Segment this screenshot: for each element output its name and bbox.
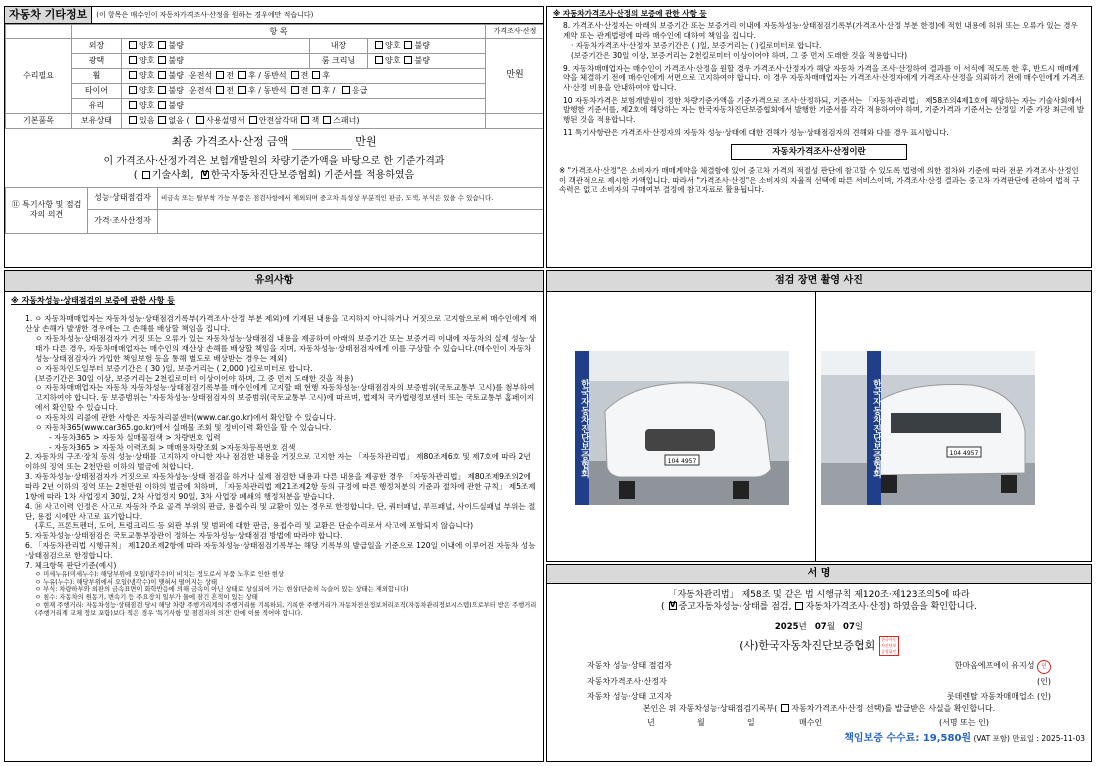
notes-header: 유의사항: [5, 271, 543, 292]
price-box-text: ※ "가격조사·산정"은 소비자가 매매계약을 체결함에 있어 중고차 가격의 적절성 판단에 참고할 수 있도록 법령에 의한 절차와 기준에 따라 전문 가격조사·산정인이 객관적으로 제시한 가액입니다. 따라서 "가격조사·산정"은 소비자의 자율적 선택에 따른 서비스이며, 가격조사·산정 결과는 중고차 가격판단에 관하여 법적 구속력은 없고 소비자의 구매여부 결정에 참고자료로 활용됩니다.: [559, 166, 1080, 194]
opt-bad: 불량: [414, 41, 430, 50]
opt-bad: 불량: [168, 56, 184, 65]
opt-good: 양호: [139, 56, 155, 65]
opt-rear: 후: [247, 86, 256, 95]
repair-table: 항 목 가격조사·산정 수리필요 외장 양호 불량 내장 양호 불량 만원 광택 양호 불량 룸 크리닝 양호 불량 휠 양호 불량 운전석 전 후 / 동반석 전 후 타이어 양호 불량 운전석 전 후 / 동반석 전 후 / 응급 유리 양호 불량 기본품목 보유상태 있음 없음 ( 사용설명서 안전삼각대 잭 스패너): [5, 24, 544, 129]
opt-jack: 잭: [311, 116, 320, 125]
price-opinion-field[interactable]: [158, 209, 544, 233]
price-item-8: 8. 가격조사·산정자는 아래의 보증기간 또는 보증거리 이내에 자동차성능·상태점검기록부(가격조사·산정 부분 한정)에 적힌 내용에 허위 또는 오류가 있는 경우 계약 또는 관계법령에 따라 매수인에 대하여 책임을 집니다.: [563, 21, 1078, 40]
buyer-label: 매수인: [799, 718, 823, 728]
price-box-title: 자동차가격조사·산정이란: [731, 144, 907, 161]
sign-year: 2025: [774, 621, 799, 632]
special-label: ⑪ 특기사항 및 점검자의 의견: [6, 187, 88, 233]
used-car-check-checkbox[interactable]: [669, 602, 677, 610]
cleaning-bad-checkbox[interactable]: [404, 56, 412, 64]
criteria-2: ㅇ 누유(누수): 해당부위에서 오일(냉각수)이 맺혀서 떨어지는 상태: [35, 578, 218, 586]
opt-none: 없음: [168, 116, 184, 125]
tire-emergency-checkbox[interactable]: [342, 86, 350, 94]
perf-text: 비금속 또는 탈부착 가능 부품은 점검사항에서 제외되며 중고차 특성상 부분적인 판금, 도색, 부식은 있을 수 있습니다.: [158, 187, 544, 209]
row-room-cleaning: 룸 크리닝: [310, 54, 368, 69]
row-tire: 타이어: [72, 84, 122, 99]
opt-front: 전: [300, 86, 309, 95]
expiry-date: 만료일 : 2025-11-03: [1012, 734, 1085, 744]
inspector-label: 자동차 성능·상태 점검자: [587, 661, 672, 671]
note-5: 5. 자동차성능·상태점검은 국토교통부장관이 정하는 자동차성능·상태점검 방법에 따라야 합니다.: [25, 531, 343, 541]
opt-bad: 불량: [168, 86, 184, 95]
line2a: (: [661, 602, 665, 613]
spanner-checkbox[interactable]: [323, 116, 331, 124]
plate-text-1: 104 4957: [667, 458, 697, 465]
tire-driver-front-checkbox[interactable]: [216, 86, 224, 94]
note-1h: - 자동차365 > 자동차 실매물검색 > 차량번호 입력: [49, 432, 221, 442]
kada-banner-right: 한국자동차진단보증협회: [867, 351, 881, 505]
technician-society-checkbox[interactable]: [142, 171, 150, 179]
year-unit: 년: [798, 621, 807, 632]
note-7: 7. 체크항목 판단기준(예시): [25, 560, 117, 570]
none-checkbox[interactable]: [158, 116, 166, 124]
opt-spanner: 스패너: [333, 116, 357, 125]
col-item: 항 목: [72, 25, 486, 39]
receipt-a: 본인은 위 자동차성능·상태점검기록부(: [642, 704, 778, 714]
opt-good: 양호: [139, 86, 155, 95]
row-gloss: 광택: [72, 54, 122, 69]
criteria-1: ㅇ 미세누유(미세누수): 해당부위에 오일(냉각수)이 비치는 정도로서 부품 노후로 인한 현상: [35, 570, 284, 578]
tire-pass-front-checkbox[interactable]: [291, 86, 299, 94]
buyer-sign-note: (서명 또는 인): [939, 718, 989, 728]
criteria-4: ㅇ 침수: 자동차의 원동기, 변속기 등 주요장치 일부가 물에 잠긴 흔적이 있는 상태: [35, 594, 258, 602]
manual-checkbox[interactable]: [196, 116, 204, 124]
opt-passenger: 동반석: [263, 71, 287, 80]
plate-text-2: 104 4957: [949, 450, 979, 457]
wheel-pass-rear-checkbox[interactable]: [312, 71, 320, 79]
row-exterior: 외장: [72, 39, 122, 54]
opt-good: 양호: [139, 41, 155, 50]
opt-have: 있음: [139, 116, 155, 125]
signature-header: 서 명: [547, 565, 1091, 584]
opt-front: 전: [226, 86, 234, 95]
day-unit: 일: [854, 621, 864, 632]
price-item-8-sub2: (보증기간은 30일 이상, 보증거리는 2천킬로미터 이상이어야 하며, 그 중 먼저 도래한 것을 적용합니다): [571, 50, 908, 60]
org-name: (사)한국자동차진단보증협회: [739, 639, 876, 653]
opt-front: 전: [226, 71, 234, 80]
law-line: 「자동차관리법」 제58조 및 같은 법 시행규칙 제120조·제123조의5에 따라: [668, 590, 970, 600]
cleaning-good-checkbox[interactable]: [375, 56, 383, 64]
vehicle-other-info-panel: 자동차 기타정보 (이 항목은 매수인이 자동차가격조사·산정을 원하는 경우에만 적습니다) 항 목 가격조사·산정 수리필요 외장 양호 불량 내장 양호 불량 만원 광택 양호 불량 룸 크리닝 양호 불량 휠 양호 불량 운전석 전 후 / 동반석 전 후 타이어 양호 불량 운전석 전 후 / 동반석 전 후 / 응급 유리 양호 불량 기본품목 보유상태 있음 없음 ( 사용설명서 안전삼각대 잭 스패너) 최종 가격조사·산정 금액 만원 이 가격조사·산정가격은 보험개발원의 차량기준가액을 바탕으로 한 기준가격과 ( 기술사회, V 한국자동차진단보증협회) 기준서를 적용하였음 ⑪ 특기사항 및 점검자의 의견 성능·상태점검자 비금속 또는 탈부착 가능 부품은 점검사항에서 제외되며 중고차 특성상 부분적인 판금, 도색, 부식은 있을 수 있습니다. 가격·조사산정자: [4, 6, 544, 268]
price-item-11: 11 특기사항란은 가격조사·산정자의 자동차 성능·상태에 대한 견해가 성능·상태점검자의 견해와 다를 경우 표시합니다.: [563, 128, 949, 138]
repair-needed-label: 수리필요: [6, 39, 72, 114]
section-title: 자동차 기타정보: [5, 7, 92, 23]
month-unit: 월: [826, 621, 835, 632]
opt-rear: 후: [322, 86, 331, 95]
basic-items-label: 기본품목: [6, 114, 72, 129]
interior-bad-checkbox[interactable]: [404, 41, 412, 49]
final-price-input[interactable]: [292, 135, 352, 150]
note-1g: ㅇ 자동차365(www.car365.go.kr)에서 실매물 조회 및 정비이력 확인을 할 수 있습니다.: [35, 422, 332, 432]
price-surveyor-label: 자동차가격조사·산정자: [587, 677, 667, 687]
notifier-value: 롯데렌탈 자동차매매업소 (인): [946, 692, 1051, 702]
criteria-3: ㅇ 부식: 차량하부와 외판의 금속표면이 화학반응에 의해 금속이 아닌 상태로 상실되어 가는 현상(단순히 녹슬어 있는 상태는 제외합니다): [35, 586, 409, 594]
line2b: 중고자동차성능·상태를 점검,: [678, 602, 792, 613]
note-1i: - 자동차365 > 자동차 이력조회 > 매매용차량조회 >자동차등록번호 검색: [49, 442, 296, 452]
opt-emergency: 응급: [351, 86, 368, 95]
notes-heading: ※ 자동차성능·상태점검의 보증에 관한 사항 등: [11, 296, 175, 305]
note-1b: ㅇ 자동차성능·상태점검자가 거짓 또는 오류가 있는 자동차성능·상태점검 내용을 제공하여 아래의 보증기간 또는 보증거리 이내에 자동차의 실제 성능·상태가 다른 경우, 자동차매매업자는 매수인의 재산상 손해를 배상할 책임을 지며, 자동차성능·상태점검자에게 이를 구상할 수 있습니다.(매수인이 자동차성능·상태점검자가 가입한 책임보험 등을 통해 별도로 배상받는 경우는 제외): [35, 334, 536, 363]
line2c: 자동차가격조사·산정) 하였음을 확인합니다.: [805, 602, 977, 613]
opt-driver: 운전석: [189, 71, 213, 80]
opt-driver: 운전석: [189, 86, 213, 95]
note-6: 6. 「자동차관리법 시행규칙」 제120조제2항에 따라 자동차성능·상태점검기록부는 해당 기록부의 발급일을 기준으로 120일 이내에 이루어진 자동차 성능·상태점검으로 한정합니다.: [25, 541, 536, 561]
price-unit: 만원: [486, 39, 545, 114]
note-4b: (후드, 프론트펜더, 도어, 트렁크리드 등 외판 부위 및 범퍼에 대한 판금, 용접수리 및 교환은 단순수리로서 사고에 포함되지 않습니다): [35, 521, 474, 531]
note-1c: ㅇ 자동차인도일부터 보증기간은 ( 30 )일, 보증거리는 ( 2,000 )킬로미터로 합니다.: [35, 363, 313, 373]
gloss-good-checkbox[interactable]: [129, 56, 137, 64]
interior-good-checkbox[interactable]: [375, 41, 383, 49]
fee-vat: (VAT 포함): [973, 734, 1010, 744]
glass-good-checkbox[interactable]: [129, 101, 137, 109]
row-interior: 내장: [310, 39, 368, 54]
opt-manual: 사용설명서: [206, 116, 245, 125]
wheel-bad-checkbox[interactable]: [158, 71, 166, 79]
basis-opt2: 한국자동차진단보증협회) 기준서를 적용하였음: [210, 170, 415, 182]
opt-good: 양호: [385, 56, 401, 65]
price-item-10: 10 자동차가격은 보험개발원이 정한 차량기준가액을 기준가격으로 조사·산정하되, 기준서는 「자동차관리법」 제58조의4제1호에 해당하는 자는 기술사회에서 발행한 기준서를, 제2호에 해당하는 자는 한국자동차진단보증협회에서 발행한 기준서를 각각 적용하여야 하며, 기준가격과 기준서는 산정일 기준 가장 최근에 발행된 것을 적용합니다.: [563, 96, 1084, 124]
tire-bad-checkbox[interactable]: [158, 86, 166, 94]
jack-checkbox[interactable]: [301, 116, 309, 124]
glass-bad-checkbox[interactable]: [158, 101, 166, 109]
note-3: 3. 자동차성능·상태점검자가 거짓으로 자동차성능·상태 점검을 하거나 실제 점검한 내용과 다른 내용을 제공한 경우 「자동차관리법」 제80조제9조의2에 따라 2년 이하의 징역 또는 2천만원 이하의 벌금에 처하며, 「자동차관리법 제21조제2항 등의 규정에 따른 행정처분의 기준과 절차에 관한 규칙」 제5조제1항에 따라 1차 사업정지 30일, 2차 사업정지 90일, 3차 사업장 폐쇄의 행정처분을 받습니다.: [25, 472, 536, 501]
row-wheel: 휠: [72, 69, 122, 84]
basis-text: 이 가격조사·산정가격은 보험개발원의 차량기준가액을 바탕으로 한 기준가격과: [103, 155, 445, 167]
blank-day: 일: [747, 718, 755, 728]
final-price-label: 최종 가격조사·산정 금액: [171, 135, 289, 148]
notes-panel: [4, 270, 544, 762]
inspection-photo-front: [575, 351, 789, 505]
opt-bad: 불량: [414, 56, 430, 65]
kada-checkbox[interactable]: [201, 171, 209, 179]
sign-day: 07: [843, 621, 855, 632]
inspector-value: 한마음에프에이 유지성: [954, 661, 1035, 671]
tire-driver-rear-checkbox[interactable]: [238, 86, 246, 94]
opt-rear: 후: [322, 71, 331, 80]
gloss-bad-checkbox[interactable]: [158, 56, 166, 64]
have-checkbox[interactable]: [129, 116, 137, 124]
opt-front: 전: [300, 71, 309, 80]
wheel-good-checkbox[interactable]: [129, 71, 137, 79]
col-price: 가격조사·산정: [486, 25, 545, 39]
exterior-good-checkbox[interactable]: [129, 41, 137, 49]
triangle-checkbox[interactable]: [249, 116, 257, 124]
receipt-price-checkbox[interactable]: [781, 704, 789, 712]
price-item-8-sub1: · 자동차가격조사·산정자 보증기간은 ( )일, 보증거리는 ( )킬로미터로 합니다.: [571, 41, 822, 51]
photos-panel: [546, 270, 1092, 562]
blank-month: 월: [697, 718, 705, 728]
special-table: [5, 187, 544, 234]
possession-label: 보유상태: [72, 114, 122, 129]
tire-pass-rear-checkbox[interactable]: [312, 86, 320, 94]
wheel-driver-rear-checkbox[interactable]: [238, 71, 246, 79]
signature-panel: [546, 564, 1092, 762]
note-2: 2. 자동차의 구조·장치 등의 성능·상태를 고지하지 아니한 자나 점검한 내용을 거짓으로 고지한 자는 「자동차관리법」 제80조제6호 및 제7호에 따라 2년 이하의 징역 또는 2천만원 이하의 벌금에 처합니다.: [25, 452, 531, 472]
note-1: 1. ㅇ 자동차매매업자는 자동차성능·상태점검기록부(가격조사·산정 부분 제외)에 기재된 내용을 고지하지 아니하거나 거짓으로 고지함으로써 매수인에게 재산상 손해가 발생한 경우에는 그 손해를 배상할 책임을 집니다.: [25, 314, 537, 334]
opt-good: 양호: [139, 71, 155, 80]
row-glass: 유리: [72, 99, 122, 114]
notifier-label: 자동차 성능·상태 고지자: [587, 692, 672, 702]
note-1f: ㅇ 자동차의 리콜에 관한 사항은 자동차리콜센터(www.car.go.kr)에서 확인할 수 있습니다.: [35, 412, 336, 422]
wheel-pass-front-checkbox[interactable]: [291, 71, 299, 79]
price-survey-checkbox[interactable]: [795, 602, 803, 610]
wheel-driver-front-checkbox[interactable]: [216, 71, 224, 79]
receipt-b: 자동차가격조사·산정 선택)를 발급받은 사실을 확인합니다.: [791, 704, 996, 714]
price-item-9: 9. 자동차매매업자는 매수인이 가격조사·산정을 원할 경우 가격조사·산정자가 해당 자동차 가격을 조사·산정하여 결과를 이 서식에 적도록 한 후, 반드시 매매계약을 체결하기 전에 매수인에게 서면으로 고지하여야 합니다. 이 경우 자동차매매업자는 가격조사·산정자에게 가격조사·산정을 의뢰하기 전에 매수인에게 가격조사·산정 비용을 안내하여야 합니다.: [563, 63, 1085, 92]
final-price-unit: 만원: [355, 135, 377, 148]
note-1e: ㅇ 자동차매매업자는 자동차 자동차성능·상태점검기록부를 매수인에게 고지할 때 현행 자동차성능·상태점검자의 보증범위(국토교통부 고시)를 첨부하여 고지하여야 합니다. 동 보증범위는 '자동차성능·상태점검자의 보증범위(국토교통부 고시)에 따르며, 법제처 국가법령정보센터 또는 국토교통부 홈페이지에서 확인할 수 있습니다.: [35, 383, 535, 413]
opt-triangle: 안전삼각대: [258, 116, 298, 125]
kada-banner-left: 한국자동차진단보증협회: [575, 351, 589, 505]
opt-good: 양호: [139, 101, 155, 110]
tire-good-checkbox[interactable]: [129, 86, 137, 94]
note-4: 4. ⑭ 사고이력 인정은 사고로 자동차 주요 골격 부위의 판금, 용접수리 및 교환이 있는 경우로 한정합니다. 단, 쿼터패널, 루프패널, 사이드실패널 부위는 절단, 용접 시에만 사고로 표기합니다.: [25, 501, 536, 521]
basis-opt1: 기술사회,: [151, 170, 194, 182]
perf-label: 성능·상태점검자: [88, 187, 158, 209]
blank-year: 년: [647, 718, 655, 728]
note-1d: (보증기간은 30일 이상, 보증거리는 2천킬로미터 이상이어야 하며, 그 중 먼저 도래한 것을 적용): [35, 373, 354, 383]
price-guarantee-heading: ※ 자동차가격조사·산정의 보증에 관한 사항 등: [553, 9, 707, 18]
price-label: 가격·조사산정자: [88, 209, 158, 233]
fee-label: 책임보증 수수료: 19,580원: [844, 733, 972, 745]
section-note: (이 항목은 매수인이 자동차가격조사·산정을 원하는 경우에만 적습니다): [96, 10, 314, 19]
sign-month: 07: [814, 621, 827, 632]
opt-passenger: 동반석: [263, 86, 287, 95]
inspection-photo-rear: [821, 351, 1035, 505]
criteria-5: ㅇ 현재 주행거리: 자동차성능·상태점검 당시 해당 차량 주행거리계의 주행거리를 기록하되, 기록한 주행거리가 자동차전산정보처리조직(자동차관리정보시스템)으로부터 받은 주행거리(주행거리계 교체 정보 포함)보다 적은 경우 '특기사항 및 점검자의 의견' 란에 이를 적어야 합니다.: [35, 602, 537, 618]
price-guarantee-panel: [546, 6, 1092, 268]
photos-header: 점검 장면 촬영 사진: [547, 271, 1091, 292]
opt-bad: 불량: [168, 101, 184, 110]
exterior-bad-checkbox[interactable]: [158, 41, 166, 49]
opt-bad: 불량: [168, 41, 184, 50]
org-seal-icon: 한국자동차진단보증협회인: [879, 636, 899, 656]
inspector-seal-icon: 인: [1037, 660, 1051, 674]
opt-rear: 후: [247, 71, 256, 80]
opt-bad: 불량: [168, 71, 184, 80]
price-surveyor-value: (인): [1037, 677, 1051, 687]
opt-good: 양호: [385, 41, 401, 50]
